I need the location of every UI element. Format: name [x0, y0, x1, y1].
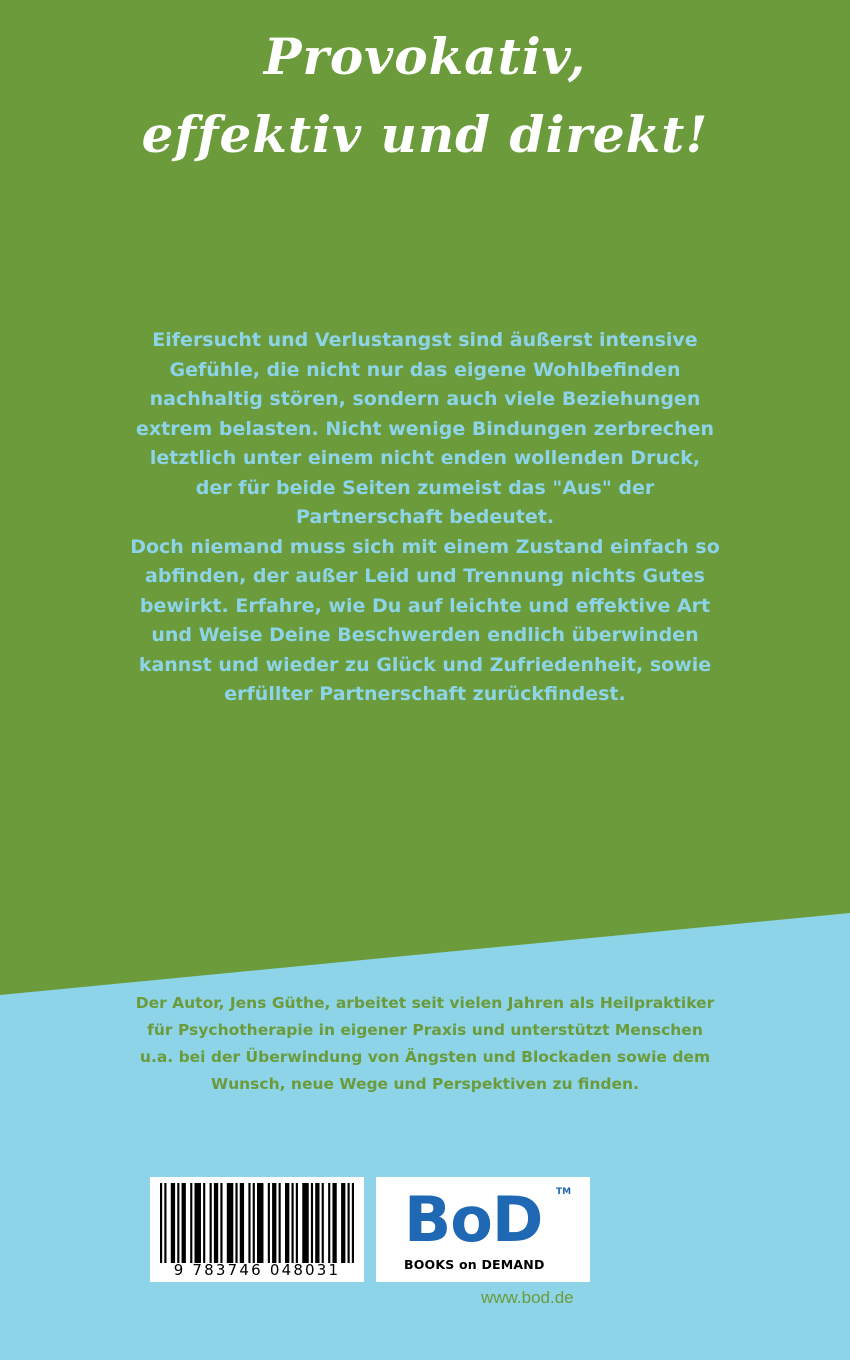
barcode-bar — [253, 1183, 255, 1263]
headline-line-2: effektiv und direkt! — [141, 105, 709, 164]
trademark-mark: TM — [556, 1187, 572, 1197]
headline-line-1: Provokativ, — [263, 27, 587, 86]
barcode-bar — [182, 1183, 186, 1263]
publisher-logo — [376, 1177, 590, 1282]
barcode-bar — [328, 1183, 330, 1263]
isbn-number: 9 783746 048031 — [173, 1261, 341, 1279]
barcode-bar — [227, 1183, 233, 1263]
barcode-bars — [160, 1183, 354, 1263]
barcode-bar — [214, 1183, 218, 1263]
barcode-bar — [177, 1183, 179, 1263]
barcode-bar — [190, 1183, 192, 1263]
barcode-bar — [302, 1183, 308, 1263]
barcode-bar — [220, 1183, 222, 1263]
barcode-bar — [257, 1183, 263, 1263]
barcode-bar — [235, 1183, 237, 1263]
barcode-bar — [285, 1183, 289, 1263]
publisher-url: www.bod.de — [481, 1288, 574, 1307]
isbn-barcode — [150, 1177, 364, 1282]
barcode-bar — [291, 1183, 293, 1263]
barcode-bar — [240, 1183, 244, 1263]
blurb — [130, 326, 720, 710]
barcode-bar — [160, 1183, 162, 1263]
barcode-bar — [348, 1183, 350, 1263]
barcode-bar — [296, 1183, 298, 1263]
barcode-bar — [203, 1183, 205, 1263]
barcode-bar — [210, 1183, 212, 1263]
headline — [0, 18, 850, 174]
barcode-bar — [194, 1183, 200, 1263]
barcode-bar — [341, 1183, 345, 1263]
blurb-paragraph-2: Doch niemand muss sich mit einem Zustand einfach so abfinden, der außer Leid und Trennung nichts Gutes bewirkt. Erfahre, wie Du auf leichte und effektive Art und Weise Deine Beschwerden endlich überwinden kannst und wieder zu Glück und Zufriedenheit, sowie erfüllter Partnerschaft zurückfindest. — [130, 535, 720, 705]
barcode-bar — [311, 1183, 313, 1263]
barcode-bar — [279, 1183, 281, 1263]
barcode-bar — [352, 1183, 354, 1263]
barcode-bar — [248, 1183, 250, 1263]
barcode-bar — [171, 1183, 175, 1263]
barcode-bar — [332, 1183, 336, 1263]
barcode-bar — [164, 1183, 166, 1263]
bod-logo-text: BoD — [404, 1183, 543, 1256]
barcode-bar — [315, 1183, 319, 1263]
publisher-tagline: BOOKS on DEMAND — [404, 1257, 545, 1272]
blurb-paragraph-1: Eifersucht und Verlustangst sind äußerst intensive Gefühle, die nicht nur das eigene Wohlbefinden nachhaltig stören, sondern auch viele Beziehungen extrem belasten. Nicht wenige Bindungen zerbrechen letztlich unter einem nicht enden wollenden Druck, der für beide Seiten zumeist das "Aus" der Partnerschaft bedeutet. — [135, 329, 714, 528]
author-bio: Der Autor, Jens Güthe, arbeitet seit vielen Jahren als Heilpraktiker für Psychotherapie in eigener Praxis und unterstützt Menschen u.a. bei der Überwindung von Ängsten und Blockaden sowie dem Wunsch, neue Wege und Perspektiven zu finden. — [135, 994, 715, 1093]
barcode-bar — [272, 1183, 276, 1263]
barcode-bar — [268, 1183, 270, 1263]
barcode-bar — [322, 1183, 324, 1263]
